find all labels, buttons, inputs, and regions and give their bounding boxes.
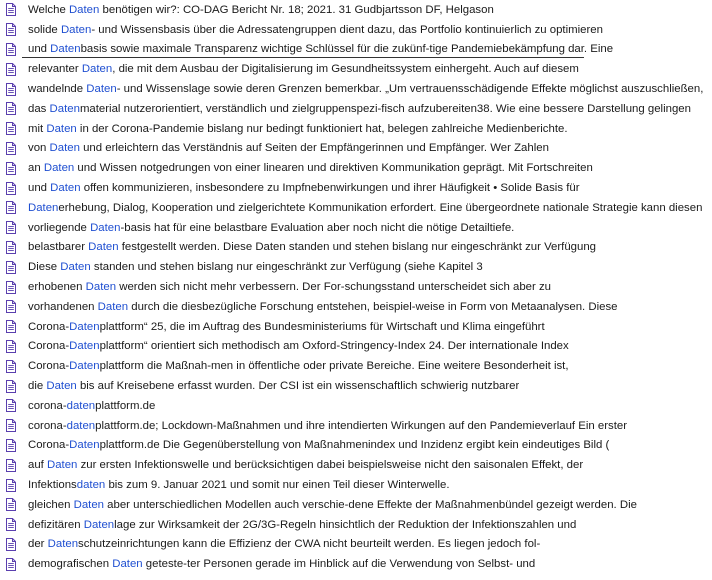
- result-text-segment: demografischen: [28, 558, 113, 571]
- result-row[interactable]: [0, 317, 712, 337]
- result-row[interactable]: [0, 59, 712, 79]
- result-text: [28, 123, 568, 135]
- result-text-segment: plattform die Maßnah-men in öffentliche oder private Bereiche. Eine weitere Besonderheit ist,: [99, 360, 569, 373]
- result-text: [28, 360, 569, 372]
- result-text-segment: benötigen wir?: CO-DAG Bericht Nr. 18; 2021. 31 Gudbjartsson DF, Helgason: [99, 3, 494, 16]
- document-icon: [6, 142, 16, 155]
- result-text-segment: relevanter: [28, 63, 82, 76]
- result-row[interactable]: [0, 535, 712, 555]
- result-text: [28, 380, 519, 392]
- result-row[interactable]: [0, 198, 712, 218]
- result-text-segment: der: [28, 538, 48, 551]
- result-text: [28, 4, 494, 16]
- result-row[interactable]: [0, 356, 712, 376]
- result-row[interactable]: [0, 79, 712, 99]
- result-text-segment: von: [28, 142, 50, 155]
- result-text-segment: die: [28, 380, 47, 393]
- result-row[interactable]: [0, 119, 712, 139]
- result-text-segment: basis sowie maximale Transparenz wichtige Schlüssel für die zukünf-tige Pandemiebekämpfung dar. Eine: [80, 43, 614, 56]
- result-text: [28, 24, 603, 36]
- document-icon: [6, 281, 16, 294]
- result-text-segment: werden sich nicht mehr verbessern. Der For-schungsstand unterscheidet sich aber zu: [116, 281, 551, 294]
- result-text-segment: offen kommunizieren, insbesondere zu Impfnebenwirkungen und ihrer Häufigkeit • Solide Basis für: [80, 182, 580, 195]
- search-term-highlight: Daten: [88, 241, 119, 254]
- search-term-highlight: Daten: [85, 281, 117, 294]
- result-row[interactable]: [0, 99, 712, 119]
- result-text: [28, 43, 613, 55]
- result-row[interactable]: [0, 416, 712, 436]
- document-icon: [6, 63, 16, 76]
- document-icon: [6, 201, 16, 214]
- result-row[interactable]: [0, 277, 712, 297]
- result-text: [28, 459, 583, 471]
- result-text-segment: das: [28, 102, 50, 115]
- result-text-segment: auf: [28, 459, 47, 472]
- document-icon: [6, 162, 16, 175]
- result-text-segment: vorhandenen: [28, 300, 98, 313]
- search-term-highlight: Daten: [50, 182, 81, 195]
- result-text-segment: Infektions: [28, 479, 77, 492]
- result-text-segment: plattform.de: [95, 399, 156, 412]
- result-text: [28, 182, 580, 194]
- result-text-segment: aber unterschiedlichen Modellen auch verschie-dene Effekte der Maßnahmenbündel gezeigt werden. Die: [104, 498, 637, 511]
- result-text: [28, 261, 483, 273]
- document-icon: [6, 241, 16, 254]
- result-text-segment: corona-: [28, 419, 67, 432]
- result-row[interactable]: [0, 0, 712, 20]
- result-text-segment: geteste-ter Personen gerade im Hinblick auf die Verwendung von Selbst- und: [142, 558, 536, 571]
- result-text-segment: Diese: [28, 261, 61, 274]
- result-row[interactable]: [0, 376, 712, 396]
- result-row[interactable]: [0, 257, 712, 277]
- document-icon: [6, 221, 16, 234]
- result-text-segment: plattform“ orientiert sich methodisch am Oxford-Stringency-Index 24. Der internationale Index: [99, 340, 569, 353]
- result-text-segment: bis auf Kreisebene erfasst wurden. Der CSI ist ein wissenschaftlich schwierig nutzbarer: [76, 380, 520, 393]
- document-icon: [6, 102, 16, 115]
- document-icon: [6, 261, 16, 274]
- result-text: [28, 340, 569, 352]
- result-text: [28, 63, 579, 75]
- document-icon: [6, 320, 16, 333]
- result-row[interactable]: [0, 40, 712, 60]
- search-term-highlight: Daten: [83, 518, 115, 531]
- result-text-segment: lage zur Wirksamkeit der 2G/3G-Regeln hinsichtlich der Reduktion der Infektionszahlen und: [114, 518, 577, 531]
- result-text: [28, 538, 540, 550]
- search-term-highlight: Daten: [46, 380, 77, 393]
- result-row[interactable]: [0, 436, 712, 456]
- result-text: [28, 222, 514, 234]
- document-icon: [6, 83, 16, 96]
- document-icon: [6, 43, 16, 56]
- result-text-segment: standen und stehen bislang nur eingeschränkt zur Verfügung (siehe Kapitel 3: [90, 261, 483, 274]
- result-text: [28, 439, 609, 451]
- result-text-segment: an: [28, 162, 44, 175]
- result-row[interactable]: [0, 337, 712, 357]
- result-text-segment: vorliegende: [28, 221, 91, 234]
- search-term-highlight: Daten: [68, 3, 100, 16]
- result-text-segment: bis zum 9. Januar 2021 und somit nur einen Teil dieser Winterwelle.: [105, 479, 450, 492]
- result-text-segment: defizitären: [28, 518, 84, 531]
- search-term-highlight: Daten: [47, 459, 78, 472]
- document-icon: [6, 23, 16, 36]
- result-row[interactable]: [0, 158, 712, 178]
- result-text: [28, 519, 576, 531]
- result-text: [28, 499, 637, 511]
- result-text-segment: mit: [28, 122, 47, 135]
- result-text-segment: Welche: [28, 3, 69, 16]
- result-text-segment: zur ersten Infektionswelle und berücksichtigen dabei beispielsweise nicht den saisonalen Effekt, der: [77, 459, 584, 472]
- search-term-highlight: Daten: [43, 162, 75, 175]
- result-text-segment: und Wissen notgedrungen von einer linearen und direktiven Kommunikation geprägt. Mit Fortschreiten: [74, 162, 593, 175]
- result-row[interactable]: [0, 475, 712, 495]
- result-text-segment: und erleichtern das Verständnis auf Seiten der Empfängerinnen und Empfänger. Wer Zahlen: [79, 142, 549, 155]
- document-icon: [6, 419, 16, 432]
- result-text: [28, 162, 593, 174]
- result-text-segment: solide: [28, 23, 61, 36]
- result-text-segment: und: [28, 43, 51, 56]
- search-term-highlight: daten: [66, 419, 96, 432]
- result-text-segment: plattform.de Die Gegenüberstellung von Maßnahmenindex und Inzidenz ergibt kein eindeutiges Bild (: [99, 439, 610, 452]
- result-text: [28, 558, 535, 570]
- result-text: [28, 420, 627, 432]
- result-text-segment: gleichen: [28, 498, 74, 511]
- result-row[interactable]: [0, 495, 712, 515]
- result-text-segment: plattform.de; Lockdown-Maßnahmen und ihre intendierten Wirkungen auf den Pandemieverlauf Ein erster: [95, 419, 627, 432]
- document-icon: [6, 538, 16, 551]
- result-text-segment: Corona-: [28, 320, 70, 333]
- result-row[interactable]: [0, 238, 712, 258]
- result-text-segment: Corona-: [28, 360, 70, 373]
- result-text: [28, 479, 450, 491]
- search-term-highlight: Daten: [28, 201, 59, 214]
- result-text: [28, 83, 703, 95]
- search-term-highlight: Daten: [49, 142, 80, 155]
- result-text: [28, 202, 702, 214]
- document-icon: [6, 300, 16, 313]
- search-term-highlight: Daten: [86, 83, 117, 96]
- result-text-segment: durch die diesbezügliche Forschung entstehen, beispiel-weise in Form von Metaanalysen. Diese: [128, 300, 618, 313]
- result-row[interactable]: [0, 455, 712, 475]
- search-term-highlight: Daten: [69, 320, 100, 333]
- search-term-highlight: Daten: [73, 498, 105, 511]
- result-text-segment: plattform“ 25, die im Auftrag des Bundesministeriums für Wirtschaft und Klima eingeführt: [99, 320, 545, 333]
- result-row[interactable]: [0, 554, 712, 574]
- result-text-segment: material nutzerorientiert, verständlich und zielgruppenspezi-fisch aufzubereiten38. Wie eine bessere Darstellung gelingen: [79, 102, 691, 115]
- result-text: [28, 321, 545, 333]
- result-text-segment: -basis hat für eine belastbare Evaluation aber noch nicht die nötige Detailtiefe.: [120, 221, 515, 234]
- search-term-highlight: Daten: [49, 102, 80, 115]
- search-term-highlight: daten: [76, 479, 106, 492]
- search-term-highlight: Daten: [97, 300, 129, 313]
- result-row[interactable]: [0, 178, 712, 198]
- result-text-segment: corona-: [28, 399, 67, 412]
- search-term-highlight: Daten: [60, 261, 91, 274]
- search-term-highlight: Daten: [69, 360, 100, 373]
- result-text: [28, 142, 549, 154]
- result-text: [28, 103, 691, 115]
- document-icon: [6, 459, 16, 472]
- result-text-segment: erhebung, Dialog, Kooperation und zielgerichtete Kommunikation erfordert. Eine übergeordnete nationale Strategie kann diesen: [58, 201, 703, 214]
- document-icon: [6, 558, 16, 571]
- result-text-segment: erhobenen: [28, 281, 86, 294]
- result-text-segment: schutzeinrichtungen kann die Effizienz der CWA nicht beurteilt werden. Es liegen jedoch fol-: [78, 538, 541, 551]
- search-term-highlight: Daten: [90, 221, 121, 234]
- document-icon: [6, 3, 16, 16]
- document-icon: [6, 518, 16, 531]
- result-text-segment: belastbarer: [28, 241, 89, 254]
- result-row[interactable]: [0, 515, 712, 535]
- result-row[interactable]: [0, 20, 712, 40]
- result-text: [28, 400, 155, 412]
- document-icon: [6, 360, 16, 373]
- search-term-highlight: Daten: [112, 558, 143, 571]
- search-term-highlight: Daten: [60, 23, 92, 36]
- result-row[interactable]: [0, 218, 712, 238]
- search-term-highlight: Daten: [81, 63, 113, 76]
- result-text-segment: wandelnde: [28, 83, 87, 96]
- result-text: [28, 241, 596, 253]
- search-term-highlight: Daten: [50, 43, 81, 56]
- result-text-segment: , die mit dem Ausbau der Digitalisierung im Gesundheitssystem einhergeht. Auch auf diesem: [112, 63, 579, 76]
- document-icon: [6, 122, 16, 135]
- search-term-highlight: daten: [66, 399, 96, 412]
- search-term-highlight: Daten: [69, 439, 100, 452]
- result-text-segment: festgestellt werden. Diese Daten standen und stehen bislang nur eingeschränkt zur Verfügung: [118, 241, 597, 254]
- result-text: [28, 301, 618, 313]
- search-term-highlight: Daten: [46, 122, 77, 135]
- result-row[interactable]: [0, 297, 712, 317]
- document-icon: [6, 498, 16, 511]
- result-text-segment: - und Wissenslage sowie deren Grenzen bemerkbar. „Um vertrauensschädigende Effekte möglichst auszuschließen,: [116, 83, 704, 96]
- document-icon: [6, 380, 16, 393]
- document-icon: [6, 399, 16, 412]
- result-text-segment: - und Wissensbasis über die Adressatengruppen dient dazu, das Portfolio kontinuierlich zu optimieren: [91, 23, 603, 36]
- document-icon: [6, 439, 16, 452]
- document-icon: [6, 340, 16, 353]
- result-text-segment: und: [28, 182, 51, 195]
- result-text-segment: Corona-: [28, 439, 70, 452]
- document-icon: [6, 479, 16, 492]
- result-row[interactable]: [0, 396, 712, 416]
- result-text: [28, 281, 551, 293]
- result-text-segment: in der Corona-Pandemie bislang nur bedingt funktioniert hat, belegen zahlreiche Medienberichte.: [76, 122, 568, 135]
- result-text-segment: Corona-: [28, 340, 70, 353]
- document-icon: [6, 182, 16, 195]
- search-term-highlight: Daten: [69, 340, 100, 353]
- search-term-highlight: Daten: [47, 538, 79, 551]
- result-row[interactable]: [0, 139, 712, 159]
